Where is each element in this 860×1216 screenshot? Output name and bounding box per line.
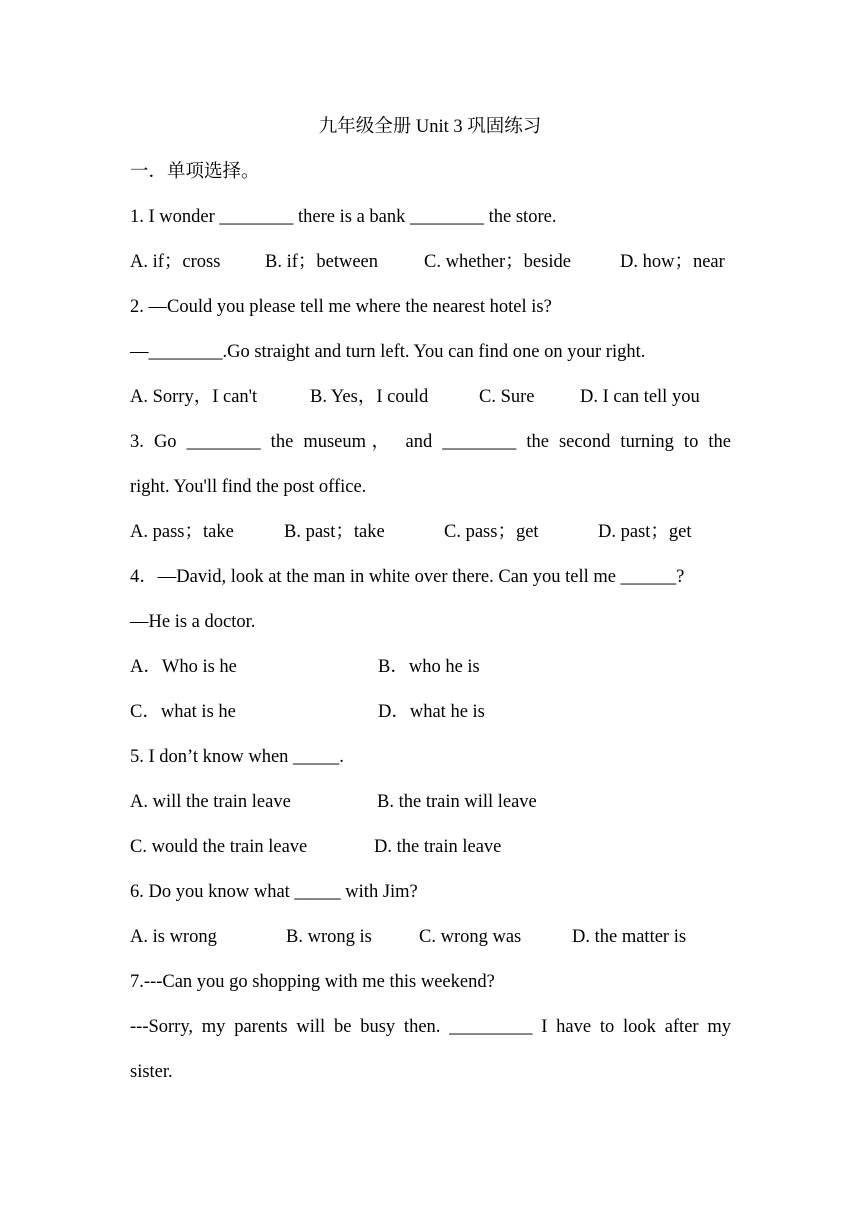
question-1-option-d: D. how；near <box>620 252 725 272</box>
question-2-option-c: C. Sure <box>479 387 535 407</box>
question-2-option-a: A. Sorry，I can't <box>130 387 258 407</box>
question-2-option-d: D. I can tell you <box>580 387 700 407</box>
question-7-answer-line-1: ---Sorry, my parents will be busy then. _________ I have to look after my <box>130 1017 731 1037</box>
question-7-stem: 7.---Can you go shopping with me this weekend? <box>130 972 495 992</box>
question-3-option-c: C. pass；get <box>444 522 539 542</box>
question-3-option-b: B. past；take <box>284 522 385 542</box>
question-5-option-b: B. the train will leave <box>377 792 537 812</box>
question-1-option-b: B. if；between <box>265 252 379 272</box>
question-4-answer-line: —He is a doctor. <box>130 612 256 632</box>
section-heading: 一．单项选择。 <box>130 162 260 182</box>
question-5-option-d: D. the train leave <box>374 837 502 857</box>
question-4-option-b: B．who he is <box>378 657 480 677</box>
question-4-option-a: A．Who is he <box>130 657 237 677</box>
question-2-option-b: B. Yes，I could <box>310 387 429 407</box>
question-2-answer-line: —________.Go straight and turn left. You can find one on your right. <box>130 342 646 362</box>
question-1-option-c: C. whether；beside <box>424 252 571 272</box>
question-3-option-d: D. past；get <box>598 522 692 542</box>
question-3-stem-line-1: 3. Go ________ the museum， and ________ the second turning to the <box>130 432 731 452</box>
question-4-stem: 4．—David, look at the man in white over there. Can you tell me ______? <box>130 567 685 587</box>
document-title: 九年级全册 Unit 3 巩固练习 <box>318 117 542 137</box>
question-5-option-a: A. will the train leave <box>130 792 291 812</box>
question-3-stem-line-2: right. You'll find the post office. <box>130 477 367 497</box>
question-6-option-d: D. the matter is <box>572 927 687 947</box>
question-1-option-a: A. if；cross <box>130 252 221 272</box>
question-7-answer-line-2: sister. <box>130 1062 173 1082</box>
question-4-option-c: C．what is he <box>130 702 236 722</box>
question-6-stem: 6. Do you know what _____ with Jim? <box>130 882 418 902</box>
question-6-option-c: C. wrong was <box>419 927 522 947</box>
question-2-stem: 2. —Could you please tell me where the nearest hotel is? <box>130 297 552 317</box>
question-6-option-b: B. wrong is <box>286 927 372 947</box>
question-3-option-a: A. pass；take <box>130 522 234 542</box>
question-4-option-d: D．what he is <box>378 702 485 722</box>
question-1-stem: 1. I wonder ________ there is a bank ________ the store. <box>130 207 557 227</box>
question-5-option-c: C. would the train leave <box>130 837 308 857</box>
question-6-option-a: A. is wrong <box>130 927 217 947</box>
question-5-stem: 5. I don’t know when _____. <box>130 747 344 767</box>
